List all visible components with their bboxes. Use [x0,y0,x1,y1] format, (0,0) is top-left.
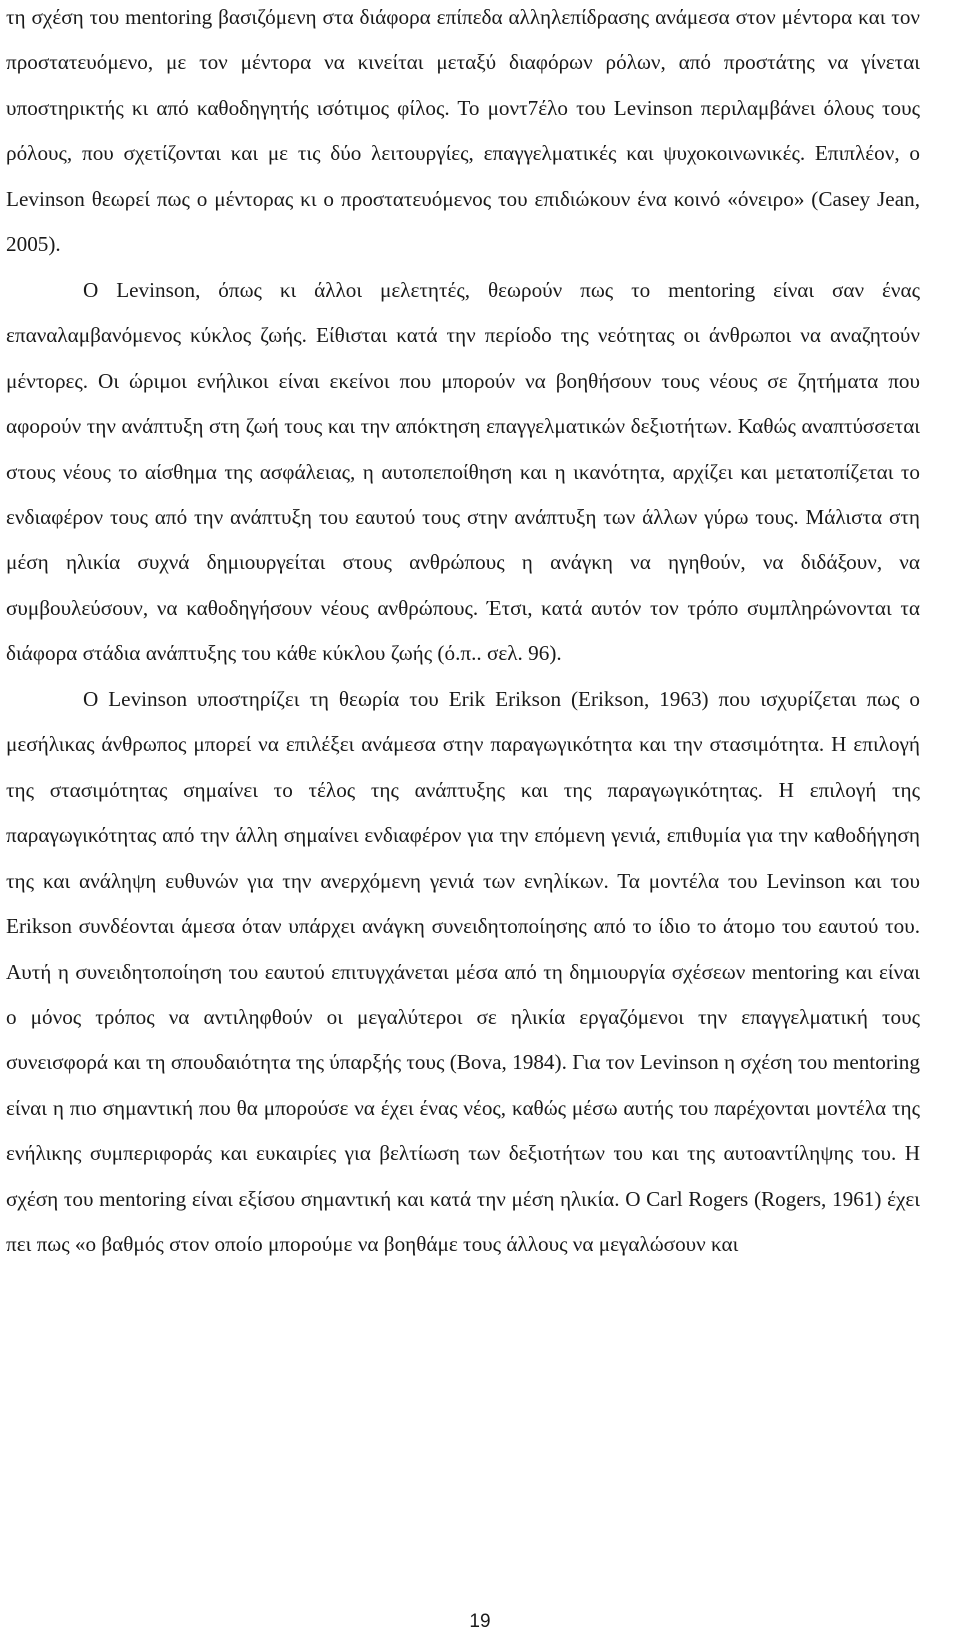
paragraph-2: Ο Levinson, όπως κι άλλοι μελετητές, θεωρούν πως το mentoring είναι σαν ένας επαναλαμβανόμενος κύκλος ζωής. Είθισται κατά την περίοδο της νεότητας οι άνθρωποι να αναζητούν μέντορες. Οι ώριμοι ενήλικοι είναι εκείνοι που μπορούν να βοηθήσουν τους νέους σε ζητήματα που αφορούν την ανάπτυξη στη ζωή τους και την απόκτηση επαγγελματικών δεξιοτήτων. Καθώς αναπτύσσεται στους νέους το αίσθημα της ασφάλειας, η αυτοπεποίθηση και η ικανότητα, αρχίζει και μετατοπίζεται το ενδιαφέρον τους από την ανάπτυξη του εαυτού τους στην ανάπτυξη των άλλων γύρω τους. Μάλιστα στη μέση ηλικία συχνά δημιουργείται στους ανθρώπους η ανάγκη να ηγηθούν, να διδάξουν, να συμβουλεύσουν, να καθοδηγήσουν νέους ανθρώπους. Έτσι, κατά αυτόν τον τρόπο συμπληρώνονται τα διάφορα στάδια ανάπτυξης του κάθε κύκλου ζωής (ό.π.. σελ. 96). [6,277,920,666]
page-number: 19 [469,1611,491,1632]
document-page [6,0,920,1268]
paragraph-1: τη σχέση του mentoring βασιζόμενη στα διάφορα επίπεδα αλληλεπίδρασης ανάμεσα στον μέντορα και τον προστατευόμενο, με τον μέντορα να κινείται μεταξύ διαφόρων ρόλων, από προστάτης να γίνεται υποστηρικτής κι από καθοδηγητής ισότιμος φίλος. Το μοντ7έλο του Levinson περιλαμβάνει όλους τους ρόλους, που σχετίζονται και με τις δύο λειτουργίες, επαγγελματικές και ψυχοκοινωνικές. Επιπλέον, ο Levinson θεωρεί πως ο μέντορας κι ο προστατευόμενος του επιδιώκουν ένα κοινό «όνειρο» (Casey Jean, 2005). [6,5,920,257]
paragraph-3: Ο Levinson υποστηρίζει τη θεωρία του Erik Erikson (Erikson, 1963) που ισχυρίζεται πως ο μεσήλικας άνθρωπος μπορεί να επιλέξει ανάμεσα στην παραγωγικότητα και την στασιμότητα. Η επιλογή της στασιμότητας σημαίνει το τέλος της ανάπτυξης και της παραγωγικότητας. Η επιλογή της παραγωγικότητας από την άλλη σημαίνει ενδιαφέρον για την επόμενη γενιά, επιθυμία για την καθοδήγηση της και ανάληψη ευθυνών για την ανερχόμενη γενιά των ενηλίκων. Τα μοντέλα του Levinson και του Erikson συνδέονται άμεσα όταν υπάρχει ανάγκη συνειδητοποίησης από το ίδιο το άτομο του εαυτού του. Αυτή η συνειδητοποίηση του εαυτού επιτυγχάνεται μέσα από τη δημιουργία σχέσεων mentoring και είναι ο μόνος τρόπος να αντιληφθούν οι μεγαλύτεροι σε ηλικία εργαζόμενοι την επαγγελματική τους συνεισφορά και τη σπουδαιότητα της ύπαρξής τους (Bova, 1984). Για τον Levinson η σχέση του mentoring είναι η πιο σημαντική που θα μπορούσε να έχει ένας νέος, καθώς μέσω αυτής του παρέχονται μοντέλα της ενήλικης συμπεριφοράς και ευκαιρίες για βελτίωση των δεξιοτήτων του και της αυτοαντίληψης του. Η σχέση του mentoring είναι εξίσου σημαντική και κατά την μέση ηλικία. Ο Carl Rogers (Rogers, 1961) έχει πει πως «ο βαθμός στον οποίο μπορούμε να βοηθάμε τους άλλους να μεγαλώσουν και [6,686,920,1257]
